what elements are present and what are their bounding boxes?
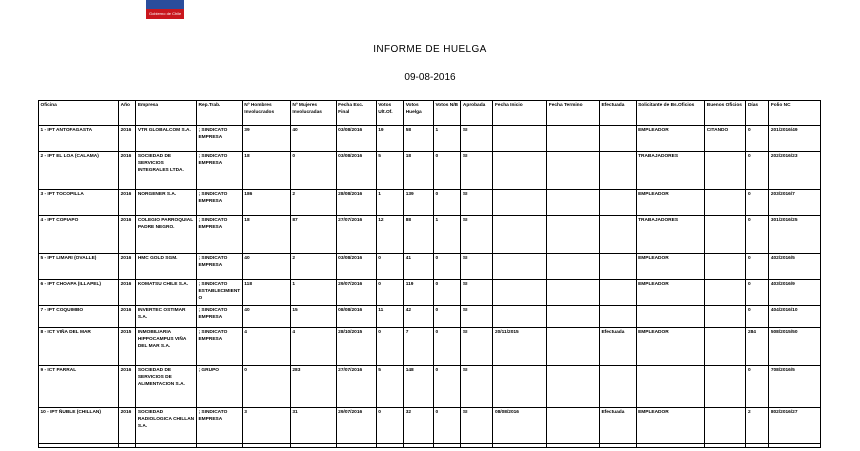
table-cell: 0 [290, 152, 336, 190]
table-cell: SI [461, 280, 493, 306]
table-cell: 28/10/2015 [336, 328, 376, 366]
table-cell: 118 [242, 280, 290, 306]
table-cell: EMPLEADOR [636, 190, 705, 216]
column-header: Días [746, 101, 769, 126]
table-cell: 8 - ICT VIÑA DEL MAR [39, 328, 119, 366]
column-header: Rep.Trab. [196, 101, 242, 126]
table-cell [547, 254, 600, 280]
table-cell: NORGENER S.A. [136, 190, 197, 216]
table-cell: SOCIEDAD RADIOLOGICA CHILLAN S.A. [136, 408, 197, 448]
table-cell: 08/08/2016 [493, 408, 547, 448]
table-cell [599, 152, 636, 190]
table-cell: 40 [242, 306, 290, 328]
table-cell: COLEGIO PARROQUIAL PADRE NEGRO. [136, 216, 197, 254]
table-cell: 2 [290, 190, 336, 216]
column-header: Solicitante de Bs.Oficios [636, 101, 705, 126]
table-cell: 87 [290, 216, 336, 254]
table-cell: 402/2016/5 [769, 254, 821, 280]
table-cell [547, 366, 600, 408]
table-cell: 403/2016/9 [769, 280, 821, 306]
table-cell: 0 [376, 254, 403, 280]
table-cell: 29/07/2016 [336, 408, 376, 448]
column-header: Votos Ult.Of. [376, 101, 403, 126]
table-cell: 0 [746, 126, 769, 152]
table-cell: 2016 [119, 366, 136, 408]
table-cell: 42 [404, 306, 434, 328]
table-cell: 148 [404, 366, 434, 408]
table-cell [705, 408, 746, 448]
table-cell: 58 [404, 126, 434, 152]
table-cell: 0 [242, 366, 290, 408]
table-cell [636, 366, 705, 408]
table-cell: ; SINDICATO EMPRESA [196, 306, 242, 328]
table-cell: 708/2016/5 [769, 366, 821, 408]
table-cell: 139 [404, 190, 434, 216]
table-cell: 2016 [119, 152, 136, 190]
column-header: Año [119, 101, 136, 126]
column-header: Fecha Inicio [493, 101, 547, 126]
table-row [39, 216, 821, 254]
table-cell [705, 254, 746, 280]
table-cell [705, 366, 746, 408]
table-cell: 2016 [119, 408, 136, 448]
table-row [39, 328, 821, 366]
table-cell [493, 152, 547, 190]
column-header: Buenos Oficios [705, 101, 746, 126]
table-cell [547, 152, 600, 190]
table-cell [493, 126, 547, 152]
table-cell: 1 [376, 190, 403, 216]
table-cell: 0 [746, 216, 769, 254]
table-cell: ; SINDICATO EMPRESA [196, 126, 242, 152]
table-cell: 0 [376, 328, 403, 366]
table-cell: 0 [433, 190, 460, 216]
table-cell [547, 190, 600, 216]
table-cell: 12 [376, 216, 403, 254]
table-cell: 29/07/2016 [336, 280, 376, 306]
table-cell: Efectuada [599, 328, 636, 366]
table-cell: 202/2016/23 [769, 152, 821, 190]
table-cell [705, 190, 746, 216]
table-cell [705, 216, 746, 254]
table-cell: 6 - IPT CHOAPA (ILLAPEL) [39, 280, 119, 306]
table-cell: 40 [242, 254, 290, 280]
table-cell: 283 [290, 366, 336, 408]
table-cell: 18 [242, 216, 290, 254]
table-cell [547, 126, 600, 152]
table-cell: 0 [376, 408, 403, 448]
table-cell: 0 [433, 306, 460, 328]
table-cell: 27/07/2016 [336, 366, 376, 408]
table-cell: SI [461, 254, 493, 280]
table-cell: SI [461, 152, 493, 190]
table-cell: 3 - IPT TOCOPILLA [39, 190, 119, 216]
table-cell: ; SINDICATO EMPRESA [196, 408, 242, 448]
table-cell: 10 - IPT ÑUBLE (CHILLAN) [39, 408, 119, 448]
table-cell: 508/2015/50 [769, 328, 821, 366]
table-cell: ; SINDICATO EMPRESA [196, 216, 242, 254]
table-cell: 0 [746, 190, 769, 216]
table-cell: 2015 [119, 328, 136, 366]
table-cell: Efectuada [599, 408, 636, 448]
table-cell: 27/07/2016 [336, 216, 376, 254]
table-cell: 0 [746, 254, 769, 280]
table-cell [493, 306, 547, 328]
table-cell: SOCIEDAD DE SERVICIOS DE ALIMENTACION S.A. [136, 366, 197, 408]
table-cell: 7 - IPT COQUIMBO [39, 306, 119, 328]
table-header-row [39, 101, 821, 126]
table-cell: 2016 [119, 216, 136, 254]
table-cell: 5 [376, 152, 403, 190]
table-cell: EMPLEADOR [636, 254, 705, 280]
table-cell: 0 [433, 254, 460, 280]
column-header: Votos Huelga [404, 101, 434, 126]
table-cell: 119 [404, 280, 434, 306]
table-cell [599, 366, 636, 408]
table-cell: 802/2016/27 [769, 408, 821, 448]
table-cell [705, 328, 746, 366]
table-cell: 88 [404, 216, 434, 254]
table-cell: 18 [242, 152, 290, 190]
table-cell: 03/08/2016 [336, 126, 376, 152]
table-cell: CITANDO [705, 126, 746, 152]
table-cell: TRABAJADORES [636, 216, 705, 254]
table-cell: 4 [290, 328, 336, 366]
table-cell: ; GRUPO [196, 366, 242, 408]
table-cell: VTR GLOBALCOM S.A. [136, 126, 197, 152]
table-cell: 2 [746, 408, 769, 448]
table-cell: 2016 [119, 280, 136, 306]
table-cell [547, 216, 600, 254]
table-cell: 40 [290, 126, 336, 152]
table-cell: SI [461, 126, 493, 152]
table-cell: 1 [290, 280, 336, 306]
column-header: Fecha Exc. Final [336, 101, 376, 126]
table-cell: 2016 [119, 126, 136, 152]
table-cell [599, 216, 636, 254]
table-cell [547, 306, 600, 328]
table-cell [705, 280, 746, 306]
table-cell [599, 254, 636, 280]
table-cell: INMOBILIARIA HIPPOCAMPUS VIÑA DEL MAR S.A. [136, 328, 197, 366]
table-cell: EMPLEADOR [636, 408, 705, 448]
table-cell [493, 254, 547, 280]
government-logo-text: Gobierno de Chile [149, 11, 182, 16]
column-header: Aprobada [461, 101, 493, 126]
column-header: Votos N/B [433, 101, 460, 126]
table-cell [493, 366, 547, 408]
table-cell: EMPLEADOR [636, 328, 705, 366]
table-cell: 2016 [119, 190, 136, 216]
table-row [39, 152, 821, 190]
table-cell: 0 [746, 306, 769, 328]
table-row [39, 254, 821, 280]
table-cell: SI [461, 328, 493, 366]
table-cell: 4 - IPT COPIAPO [39, 216, 119, 254]
table-cell: SI [461, 366, 493, 408]
table-cell: 32 [404, 408, 434, 448]
table-cell [493, 190, 547, 216]
table-cell: 301/2016/25 [769, 216, 821, 254]
table-cell: 203/2016/7 [769, 190, 821, 216]
table-cell: 9 - ICT PARRAL [39, 366, 119, 408]
table-cell: 5 [376, 366, 403, 408]
table-cell: 03/08/2016 [336, 152, 376, 190]
strike-report-table [38, 100, 821, 448]
table-cell: 08/08/2016 [336, 306, 376, 328]
table-cell: 284 [746, 328, 769, 366]
column-header: Nº Hombres Involucrados [242, 101, 290, 126]
table-cell: 18 [404, 152, 434, 190]
table-row [39, 366, 821, 408]
table-cell [705, 152, 746, 190]
column-header: Nº Mujeres Involucradas [290, 101, 336, 126]
table-cell [547, 280, 600, 306]
column-header: Efectuada [599, 101, 636, 126]
table-cell: TRABAJADORES [636, 152, 705, 190]
table-cell: 186 [242, 190, 290, 216]
table-cell: 20/11/2015 [493, 328, 547, 366]
table-cell [547, 408, 600, 448]
table-cell [547, 328, 600, 366]
table-cell: SI [461, 190, 493, 216]
table-cell: 1 [433, 216, 460, 254]
table-cell: 11 [376, 306, 403, 328]
table-cell [705, 306, 746, 328]
table-cell: 15 [290, 306, 336, 328]
table-cell [493, 216, 547, 254]
table-cell: ; SINDICATO ESTABLECIMIENTO [196, 280, 242, 306]
table-cell: 0 [746, 152, 769, 190]
table-cell: ; SINDICATO EMPRESA [196, 190, 242, 216]
table-cell: 0 [433, 152, 460, 190]
table-cell: SOCIEDAD DE SERVICIOS INTEGRALES LTDA. [136, 152, 197, 190]
table-cell: 0 [433, 328, 460, 366]
report-date: 09-08-2016 [404, 72, 456, 83]
table-cell: 404/2016/10 [769, 306, 821, 328]
column-header: Folio NC [769, 101, 821, 126]
table-cell: 19 [376, 126, 403, 152]
table-cell: 2 [290, 254, 336, 280]
table-cell: 7 [404, 328, 434, 366]
table-cell: 0 [433, 280, 460, 306]
table-cell: EMPLEADOR [636, 280, 705, 306]
table-cell: 0 [746, 280, 769, 306]
table-cell: 03/08/2016 [336, 254, 376, 280]
table-cell: SI [461, 216, 493, 254]
table-row [39, 408, 821, 448]
table-cell: 0 [433, 366, 460, 408]
table-cell: 5 - IPT LIMARI (OVALLE) [39, 254, 119, 280]
table-row [39, 126, 821, 152]
table-cell: 31 [290, 408, 336, 448]
table-cell [636, 306, 705, 328]
table-cell: 3 [242, 408, 290, 448]
column-header: Oficina [39, 101, 119, 126]
table-cell: ; SINDICATO EMPRESA [196, 152, 242, 190]
table-cell: ; SINDICATO EMPRESA [196, 328, 242, 366]
table-row [39, 306, 821, 328]
table-cell [599, 280, 636, 306]
table-cell: 41 [404, 254, 434, 280]
table-body [39, 126, 821, 448]
table-cell: EMPLEADOR [636, 126, 705, 152]
table-cell: 28/08/2016 [336, 190, 376, 216]
table-cell: INVERTEC OSTIMAR S.A. [136, 306, 197, 328]
table-row [39, 190, 821, 216]
table-cell: 201/2016/49 [769, 126, 821, 152]
table-cell: KOMATSU CHILE S.A. [136, 280, 197, 306]
column-header: Fecha Termino [547, 101, 600, 126]
table-cell: 0 [376, 280, 403, 306]
table-cell: 0 [433, 408, 460, 448]
table-cell [599, 190, 636, 216]
table-cell: 0 [746, 366, 769, 408]
table-cell: 2 - IPT EL LOA (CALAMA) [39, 152, 119, 190]
government-logo [146, 0, 184, 9]
table-row [39, 280, 821, 306]
table-cell: ; SINDICATO EMPRESA [196, 254, 242, 280]
table-cell: HMC GOLD SGM. [136, 254, 197, 280]
table-cell [493, 280, 547, 306]
table-cell [599, 126, 636, 152]
table-cell: 1 [433, 126, 460, 152]
column-header: Empresa [136, 101, 197, 126]
table-cell: SI [461, 408, 493, 448]
table-cell: 39 [242, 126, 290, 152]
table-cell: 1 - IPT ANTOFAGASTA [39, 126, 119, 152]
table-cell [599, 306, 636, 328]
table-cell: SI [461, 306, 493, 328]
table-cell: 2016 [119, 254, 136, 280]
report-title: INFORME DE HUELGA [373, 44, 487, 55]
table-cell: 4 [242, 328, 290, 366]
table-cell: 2016 [119, 306, 136, 328]
